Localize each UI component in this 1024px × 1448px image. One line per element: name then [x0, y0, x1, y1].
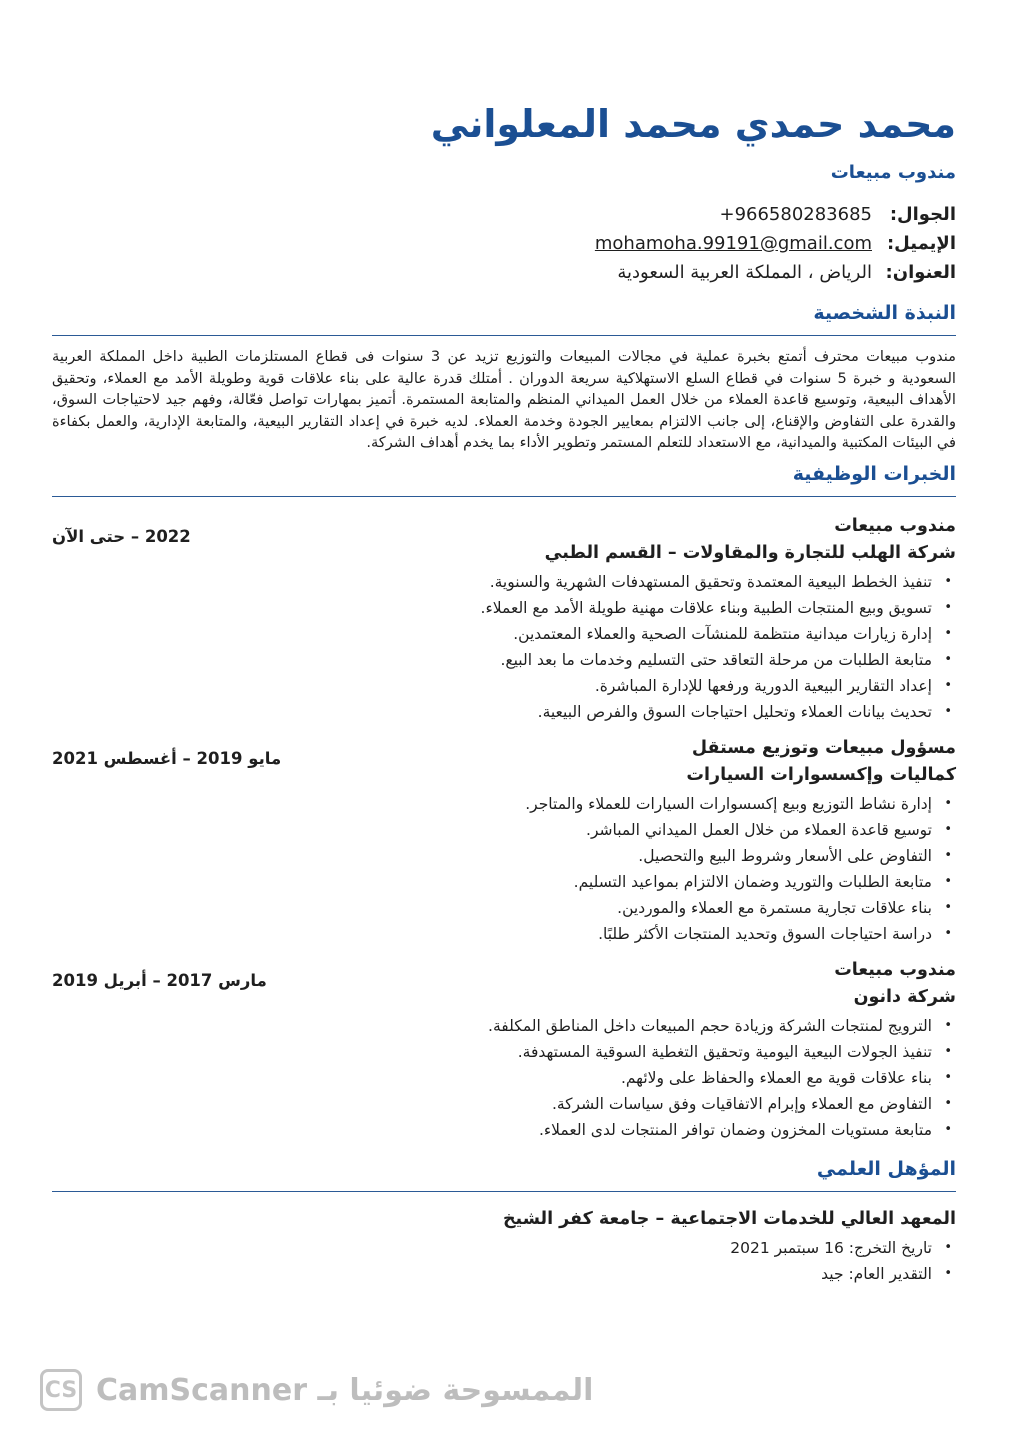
job-company: شركة الهلب للتجارة والمقاولات – القسم الطبي	[544, 542, 956, 563]
job-duties-list	[52, 1013, 956, 1143]
job-title-block	[545, 513, 956, 567]
list-item: • توسيع قاعدة العملاء من خلال العمل الميداني المباشر.	[52, 817, 932, 843]
education-heading: المؤهل العلمي	[52, 1155, 956, 1192]
job-dates: 2022 – حتى الآن	[52, 526, 191, 546]
list-item: • تاريخ التخرج: 16 سبتمبر 2021	[52, 1235, 932, 1261]
camscanner-watermark-text: الممسوحة ضوئيا بـ CamScanner	[96, 1372, 594, 1408]
list-item: • متابعة الطلبات والتوريد وضمان الالتزام بمواعيد التسليم.	[52, 869, 932, 895]
contact-phone-row	[52, 200, 956, 229]
contact-block	[52, 200, 956, 287]
list-item: • تنفيذ الخطط البيعية المعتمدة وتحقيق المستهدفات الشهرية والسنوية.	[52, 569, 932, 595]
list-item: • التفاوض على الأسعار وشروط البيع والتحصيل.	[52, 843, 932, 869]
address-label: العنوان:	[885, 262, 956, 283]
job-duties-list	[52, 569, 956, 725]
list-item: • التفاوض مع العملاء وإبرام الاتفاقيات وفق سياسات الشركة.	[52, 1091, 932, 1117]
list-item: • تحديث بيانات العملاء وتحليل احتياجات السوق والفرص البيعية.	[52, 699, 932, 725]
list-item: • الترويج لمنتجات الشركة وزيادة حجم المبيعات داخل المناطق المكلفة.	[52, 1013, 932, 1039]
candidate-name: محمد حمدي محمد المعلواني	[430, 102, 956, 146]
list-item: • بناء علاقات تجارية مستمرة مع العملاء والموردين.	[52, 895, 932, 921]
job-entry	[52, 957, 956, 1143]
education-details-list	[52, 1235, 956, 1287]
summary-text: مندوب مبيعات محترف أتمتع بخبرة عملية في مجالات المبيعات والتوزيع تزيد عن 3 سنوات فى قطاع المستلزمات الطبية داخل المملكة العربية السعودية و خبرة 5 سنوات في قطاع السلع الاستهلاكية سريعة الدوران . أمتلك قدرة عالية على بناء علاقات قوية وطويلة الأمد مع العملاء، وتحقيق الأهداف البيعية، وتوسيع قاعدة العملاء من خلال العمل الميداني المنظم والمتابعة المستمرة. أتميز بمهارات تواصل فعّالة، وفهم جيد لاحتياجات السوق، والقدرة على التفاوض والإقناع، إلى جانب الالتزام بمعايير الجودة وخدمة العملاء. لديه خبرة في إعداد التقارير البيعية، والمتابعة الإدارية، والعمل بكفاءة في البيئات المكتبية والميدانية، مع الاستعداد للتعلم المستمر وتطوير الأداء بما يخدم أهداف الشركة.	[52, 348, 956, 452]
phone-label: الجوال:	[889, 204, 956, 225]
list-item: • إدارة نشاط التوزيع وبيع إكسسوارات السيارات للعملاء والمتاجر.	[52, 791, 932, 817]
address-value: الرياض ، المملكة العربية السعودية	[617, 262, 872, 283]
job-header	[52, 513, 956, 567]
job-company: كماليات وإكسسوارات السيارات	[686, 764, 956, 785]
job-role: مسؤول مبيعات وتوزيع مستقل	[691, 737, 956, 758]
job-company: شركة دانون	[853, 986, 956, 1007]
phone-value: +966580283685	[719, 204, 872, 225]
list-item: • تسويق وبيع المنتجات الطبية وبناء علاقات مهنية طويلة الأمد مع العملاء.	[52, 595, 932, 621]
list-item: • بناء علاقات قوية مع العملاء والحفاظ على ولائهم.	[52, 1065, 932, 1091]
job-duties-list	[52, 791, 956, 947]
list-item: • متابعة مستويات المخزون وضمان توافر المنتجات لدى العملاء.	[52, 1117, 932, 1143]
list-item: • تنفيذ الجولات البيعية اليومية وتحقيق التغطية السوقية المستهدفة.	[52, 1039, 932, 1065]
list-item: • دراسة احتياجات السوق وتحديد المنتجات الأكثر طلبًا.	[52, 921, 932, 947]
camscanner-watermark	[40, 1366, 593, 1414]
job-entry	[52, 513, 956, 725]
email-label: الإيميل:	[886, 233, 956, 254]
experience-heading: الخبرات الوظيفية	[52, 460, 956, 497]
job-header	[52, 735, 956, 789]
list-item: • إعداد التقارير البيعية الدورية ورفعها للإدارة المباشرة.	[52, 673, 932, 699]
camscanner-logo-icon: CS	[40, 1369, 82, 1411]
job-title-block	[834, 957, 956, 1011]
resume-page	[52, 88, 956, 1287]
contact-address-row	[52, 258, 956, 287]
job-header	[52, 957, 956, 1011]
candidate-title: مندوب مبيعات	[830, 162, 956, 183]
education-institution: المعهد العالي للخدمات الاجتماعية – جامعة كفر الشيخ	[502, 1208, 956, 1229]
job-role: مندوب مبيعات	[834, 515, 956, 536]
list-item: • متابعة الطلبات من مرحلة التعاقد حتى التسليم وخدمات ما بعد البيع.	[52, 647, 932, 673]
job-dates: مارس 2017 – أبريل 2019	[52, 970, 267, 990]
job-dates: مايو 2019 – أغسطس 2021	[52, 748, 282, 768]
job-role: مندوب مبيعات	[834, 959, 956, 980]
list-item: • التقدير العام: جيد	[52, 1261, 932, 1287]
contact-email-row	[52, 229, 956, 258]
summary-heading: النبذة الشخصية	[52, 299, 956, 336]
job-entry	[52, 735, 956, 947]
list-item: • إدارة زيارات ميدانية منتظمة للمنشآت الصحية والعملاء المعتمدين.	[52, 621, 932, 647]
email-link[interactable]: mohamoha.99191@gmail.com	[594, 233, 872, 254]
job-title-block	[686, 735, 956, 789]
